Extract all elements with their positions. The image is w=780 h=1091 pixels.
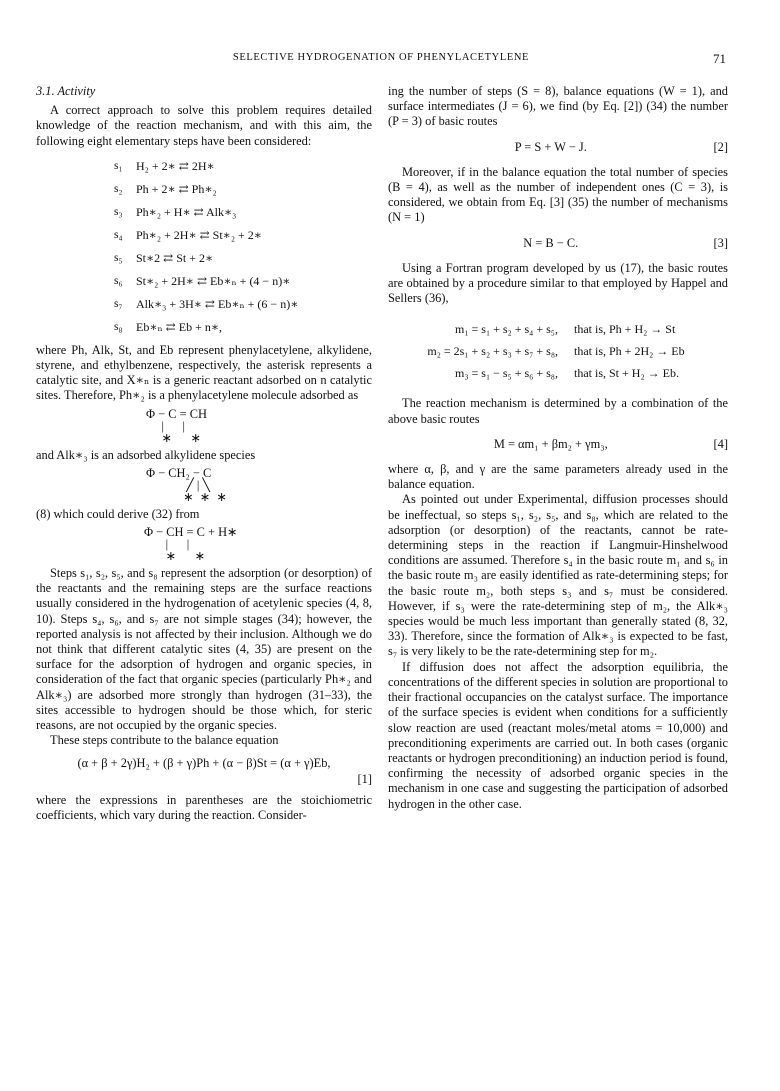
page-number: 71 [713, 51, 726, 66]
step-row [114, 178, 372, 201]
equation-2 [388, 140, 728, 155]
paragraph-adsorption: If diffusion does not affect the adsorption equilibria, the concentrations of the different species in solution are proportional to their fractional occupancies on the catalyst surface. The importance of the surface species is evident when conditions for a sufficiently slow reaction are used (reactant moles/metal atoms = 10,000) and preconditioning experiments are carried out. In both cases (organic reactants or hydrogen preconditioning) an induction period is found, confirming the necessity of adsorbed organic species in the mechanism in one case and suggesting the participation of adsorbed hydrogen in the other case. [388, 659, 728, 811]
structure-phenylacetylene-adsorbed: Φ − C = CH | | ∗ ∗ [146, 406, 207, 445]
left-column [36, 84, 372, 823]
right-column [388, 84, 728, 812]
derive-paragraph: (8) which could derive (32) from [36, 506, 200, 521]
paragraph-fortran: Using a Fortran program developed by us (17), the basic routes are obtained by a procedure similar to that employed by Happel and Sellers (36), [388, 260, 728, 306]
route-equation: m₂ = 2s₁ + s₂ + s₃ + s₇ + s₈, [427, 343, 558, 358]
page-header [36, 52, 726, 68]
route-equation: m₃ = s₁ − s₅ + s₆ + s₈, [454, 365, 558, 380]
structure-precursor: Φ − CH = C + H∗ | | ∗ ∗ [144, 525, 238, 564]
closing-paragraph: where the expressions in parentheses are the stoichiometric coefficients, which vary during the reaction. Consider- [36, 792, 372, 823]
equation-number: [2] [713, 139, 728, 154]
paragraph-diffusion: As pointed out under Experimental, diffusion processes should be ineffectual, so steps s₁, s₂, s₅, and s₈, which are related to the adsorption (or desorption) of the reactants, cannot be rate-determining steps in the reaction if Langmuir-Hinshelwood conditions are assumed. Therefore s₄ in the basic route m₁ and s₆ in the basic route m₃ are easily identified as rate-determining steps; for the basic route m₂, both steps s₃ and s₇ must be considered. However, if s₃ were the rate-determining step of m₂, the Alk∗₃ species would be much less important than generally stated (8, 32, 33). Therefore, since the formation of Alk∗₃ is expected to be fast, s₇ is very likely to be the rate-determining step for m₂. [388, 492, 728, 659]
step-row [114, 316, 372, 339]
step-equation: Ph∗₂ + 2H∗ ⇄ St∗₂ + 2∗ [136, 227, 262, 242]
step-row [114, 293, 372, 316]
step-equation: Eb∗ₙ ⇄ Eb + n∗, [136, 319, 222, 334]
step-equation: Alk∗₃ + 3H∗ ⇄ Eb∗ₙ + (6 − n)∗ [136, 296, 299, 311]
equation-number: [4] [713, 436, 728, 451]
route-description: that is, St + H₂ → Eb. [574, 365, 679, 380]
step-label: s₆ [114, 274, 123, 287]
balance-equation-block [36, 756, 372, 786]
step-equation: Ph∗₂ + H∗ ⇄ Alk∗₃ [136, 204, 237, 219]
step-equation: St∗₂ + 2H∗ ⇄ Eb∗ₙ + (4 − n)∗ [136, 273, 291, 288]
step-label: s₁ [114, 159, 123, 172]
basic-routes [388, 318, 728, 384]
alkylidene-paragraph: and Alk∗₃ is an adsorbed alkylidene species [36, 447, 256, 462]
equation-body: P = S + W − J. [514, 139, 587, 154]
equation-number: [1] [357, 771, 372, 786]
route-description: that is, Ph + 2H₂ → Eb [574, 343, 685, 358]
route-description: that is, Ph + H₂ → St [574, 321, 676, 336]
structure-alkylidene: Φ − CH₂ − C ╱ | ╲ ∗ ∗ ∗ [146, 465, 227, 504]
route-equation: m₁ = s₁ + s₂ + s₄ + s₅, [454, 321, 558, 336]
step-label: s₅ [114, 251, 123, 264]
elementary-steps [114, 155, 372, 339]
equation-number: [3] [713, 235, 728, 250]
balance-equation: (α + β + 2γ)H₂ + (β + γ)Ph + (α − β)St = (α + γ)Eb, [77, 756, 331, 771]
step-label: s₇ [114, 297, 123, 310]
step-row [114, 270, 372, 293]
route-row [388, 340, 728, 362]
paragraph-combination: The reaction mechanism is determined by a combination of the above basic routes [388, 396, 728, 426]
equation-3 [388, 236, 728, 251]
equation-body: M = αm₁ + βm₂ + γm₃, [493, 436, 608, 451]
route-row [388, 318, 728, 340]
definitions-paragraph: where Ph, Alk, St, and Eb represent phenylacetylene, alkylidene, styrene, and ethylbenzene, respectively, the asterisk represents a catalytic site, and X∗ₙ is a generic reactant adsorbed on n catalytic sites. Therefore, Ph∗₂ is a phenylacetylene molecule adsorbed as [36, 342, 372, 403]
equation-body: N = B − C. [523, 235, 579, 250]
paragraph-parameters: where α, β, and γ are the same parameters already used in the balance equation. [388, 462, 728, 492]
paragraph-steps-count: ing the number of steps (S = 8), balance equations (W = 1), and surface intermediates (J = 6), we find (by Eq. [2]) (34) the number (P = 3) of basic routes [388, 84, 728, 129]
step-row [114, 201, 372, 224]
step-equation: St∗2 ⇄ St + 2∗ [136, 250, 214, 265]
balance-intro: These steps contribute to the balance equation [50, 733, 279, 748]
step-equation: Ph + 2∗ ⇄ Ph∗₂ [136, 181, 217, 196]
steps-discussion-paragraph: Steps s₁, s₂, s₅, and s₈ represent the adsorption (or desorption) of the reactants and the remaining steps are the surface reactions usually considered in the hydrogenation of acetylenic species (4, 8, 10). Steps s₄, s₆, and s₇ are not simple stages (34); however, the reported analysis is not affected by their inclusion. Although we do not think that different catalytic sites (4, 35) are present on the surface for the adsorption of hydrogen and organic species, in consideration of the fact that organic species (particularly Ph∗₂ and Alk∗₃) are adsorbed more strongly than hydrogen (31–33), the sites accessible to hydrogen should be those which, for steric reasons, are not occupied by the organic species. [36, 566, 372, 733]
step-row [114, 247, 372, 270]
step-equation: H₂ + 2∗ ⇄ 2H∗ [136, 158, 215, 173]
step-label: s₂ [114, 182, 123, 195]
step-row [114, 224, 372, 247]
section-heading: 3.1. Activity [36, 84, 96, 98]
route-row [388, 362, 728, 384]
intro-paragraph: A correct approach to solve this problem requires detailed knowledge of the reaction mechanism, and with this aim, the following eight elementary steps have been considered: [36, 103, 372, 148]
equation-4 [388, 437, 728, 452]
step-label: s₈ [114, 320, 123, 333]
step-label: s₃ [114, 205, 123, 218]
running-title: SELECTIVE HYDROGENATION OF PHENYLACETYLENE [232, 52, 530, 63]
step-row [114, 155, 372, 178]
paragraph-mechanisms: Moreover, if in the balance equation the total number of species (B = 4), as well as the number of independent ones (C = 3), is considered, we obtain from Eq. [3] (35) the number of mechanisms (N = 1) [388, 164, 728, 225]
step-label: s₄ [114, 228, 123, 241]
